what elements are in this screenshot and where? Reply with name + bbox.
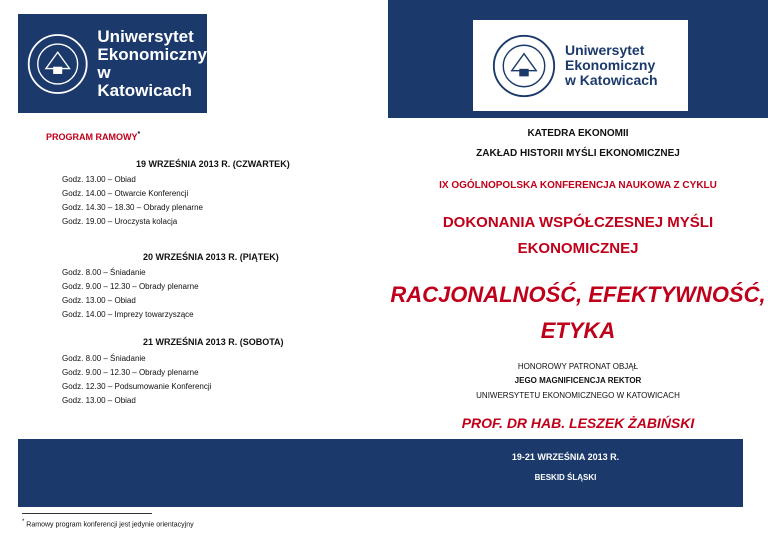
- program-title-mark: *: [137, 131, 141, 138]
- schedule-item: Godz. 14.00 – Imprezy towarzyszące: [62, 310, 194, 319]
- schedule-item: Godz. 14.30 – 18.30 – Obrady plenarne: [62, 203, 203, 212]
- day-heading: 20 WRZEŚNIA 2013 R. (PIĄTEK): [143, 252, 279, 262]
- unit-name: ZAKŁAD HISTORII MYŚLI EKONOMICZNEJ: [476, 148, 680, 159]
- conference-series: IX OGÓLNOPOLSKA KONFERENCJA NAUKOWA Z CYKLU: [439, 180, 717, 191]
- conference-title-line2: EKONOMICZNEJ: [517, 240, 639, 257]
- bottom-band-left: [18, 439, 388, 507]
- conference-subtitle-line1: RACJONALNOŚĆ, EFEKTYWNOŚĆ,: [390, 282, 766, 307]
- footnote: [22, 519, 194, 528]
- department-name: KATEDRA EKONOMII: [527, 128, 629, 139]
- conference-subtitle-line2: ETYKA: [540, 318, 616, 343]
- conference-place: BESKID ŚLĄSKI: [534, 473, 597, 482]
- logo-left-line1: Uniwersytet: [97, 26, 194, 46]
- schedule-item: Godz. 13.00 – Obiad: [62, 175, 136, 184]
- logo-left-line2: Ekonomiczny: [97, 44, 207, 64]
- conference-title-line1: DOKONANIA WSPÓŁCZESNEJ MYŚLI: [442, 214, 714, 231]
- schedule-item: Godz. 8.00 – Śniadanie: [62, 268, 146, 277]
- schedule-item: Godz. 13.00 – Obiad: [62, 296, 136, 305]
- schedule-item: Godz. 19.00 – Uroczysta kolacja: [62, 217, 178, 226]
- university-logo-left: [18, 14, 207, 113]
- patron-line2: JEGO MAGNIFICENCJA REKTOR: [514, 376, 642, 385]
- logo-right-line2: Ekonomiczny: [565, 57, 656, 73]
- logo-right-line3: w Katowicach: [565, 72, 658, 88]
- logo-right-line1: Uniwersytet: [565, 42, 645, 58]
- schedule-item: Godz. 12.30 – Podsumowanie Konferencji: [62, 382, 212, 391]
- university-seal-icon: [491, 33, 557, 99]
- schedule-item: Godz. 9.00 – 12.30 – Obrady plenarne: [62, 368, 199, 377]
- conference-dates: 19-21 WRZEŚNIA 2013 R.: [511, 452, 620, 462]
- program-title: PROGRAM RAMOWY*: [46, 131, 141, 142]
- patron-line1: HONOROWY PATRONAT OBJĄŁ: [517, 362, 639, 371]
- university-seal-icon: [26, 29, 89, 99]
- day-heading: 19 WRZEŚNIA 2013 R. (CZWARTEK): [136, 159, 290, 169]
- patron-line3: UNIWERSYTETU EKONOMICZNEGO W KATOWICACH: [476, 391, 680, 400]
- day-heading: 21 WRZEŚNIA 2013 R. (SOBOTA): [143, 337, 284, 347]
- schedule-item: Godz. 8.00 – Śniadanie: [62, 354, 146, 363]
- schedule-item: Godz. 13.00 – Obiad: [62, 396, 136, 405]
- schedule-item: Godz. 9.00 – 12.30 – Obrady plenarne: [62, 282, 199, 291]
- logo-left-line3: w Katowicach: [97, 62, 192, 100]
- schedule-item: Godz. 14.00 – Otwarcie Konferencji: [62, 189, 189, 198]
- footnote-text: Ramowy program konferencji jest jedynie orientacyjny: [26, 521, 194, 529]
- footnote-mark: *: [22, 519, 25, 525]
- rector-name: PROF. DR HAB. LESZEK ŻABIŃSKI: [461, 415, 695, 431]
- university-logo-right: [473, 20, 688, 111]
- footnote-divider: [22, 513, 152, 514]
